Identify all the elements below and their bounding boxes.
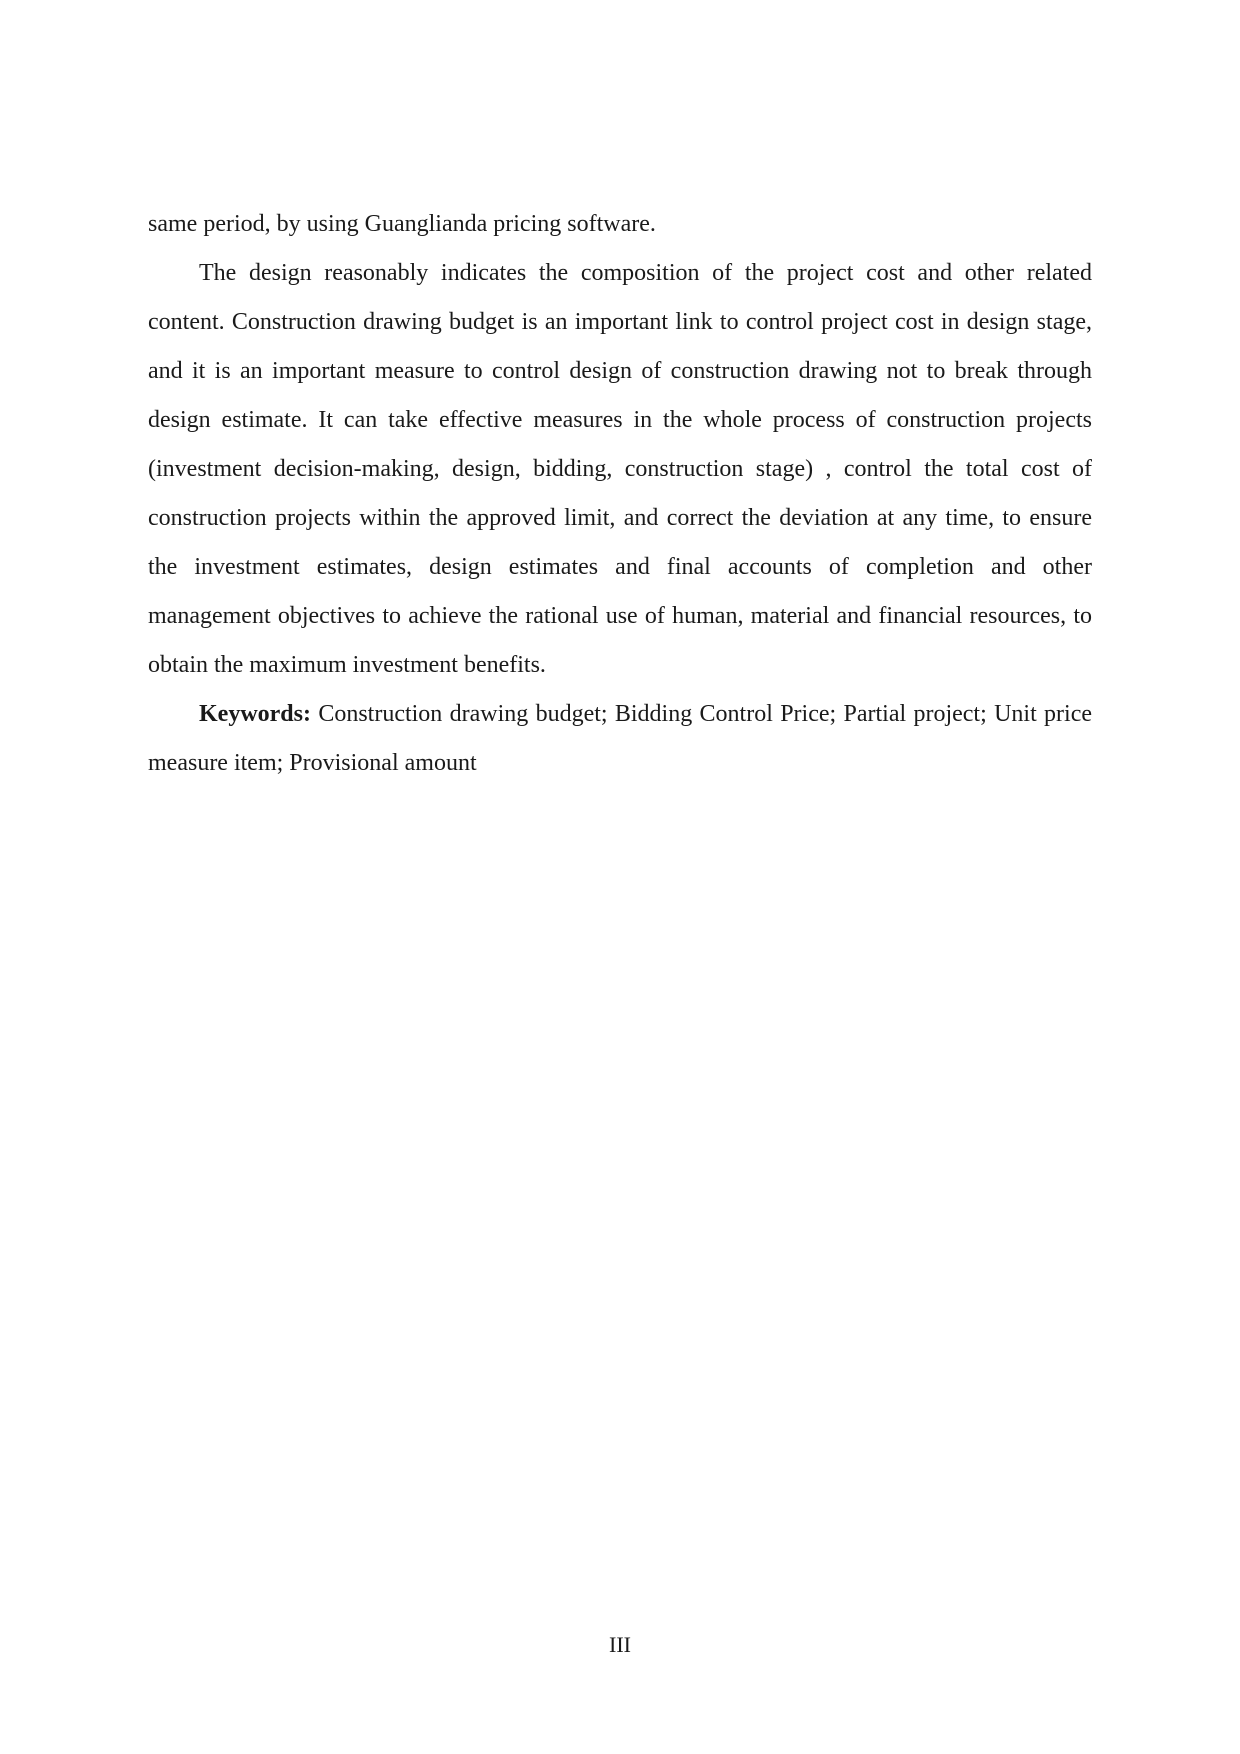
page-number: III [609,1632,631,1657]
abstract-paragraph: The design reasonably indicates the composition of the project cost and other related content. Construction drawing budget is an important link to control project cost in design stage, and it is an important measure to control design of construction drawing not to break through design estimate. It can take effective measures in the whole process of construction projects (investment decision-making, design, bidding, construction stage) , control the total cost of construction projects within the approved limit, and correct the deviation at any time, to ensure the investment estimates, design estimates and final accounts of completion and other management objectives to achieve the rational use of human, material and financial resources, to obtain the maximum investment benefits. [148,260,1092,678]
keywords-text: Construction drawing budget; Bidding Control Price; Partial project; Unit price measure item; Provisional amount [148,701,1093,776]
abstract-body [148,200,1092,788]
continuation-paragraph: same period, by using Guanglianda pricing software. [148,211,656,237]
keywords-label: Keywords: [199,701,311,727]
keywords-paragraph [148,690,1092,788]
